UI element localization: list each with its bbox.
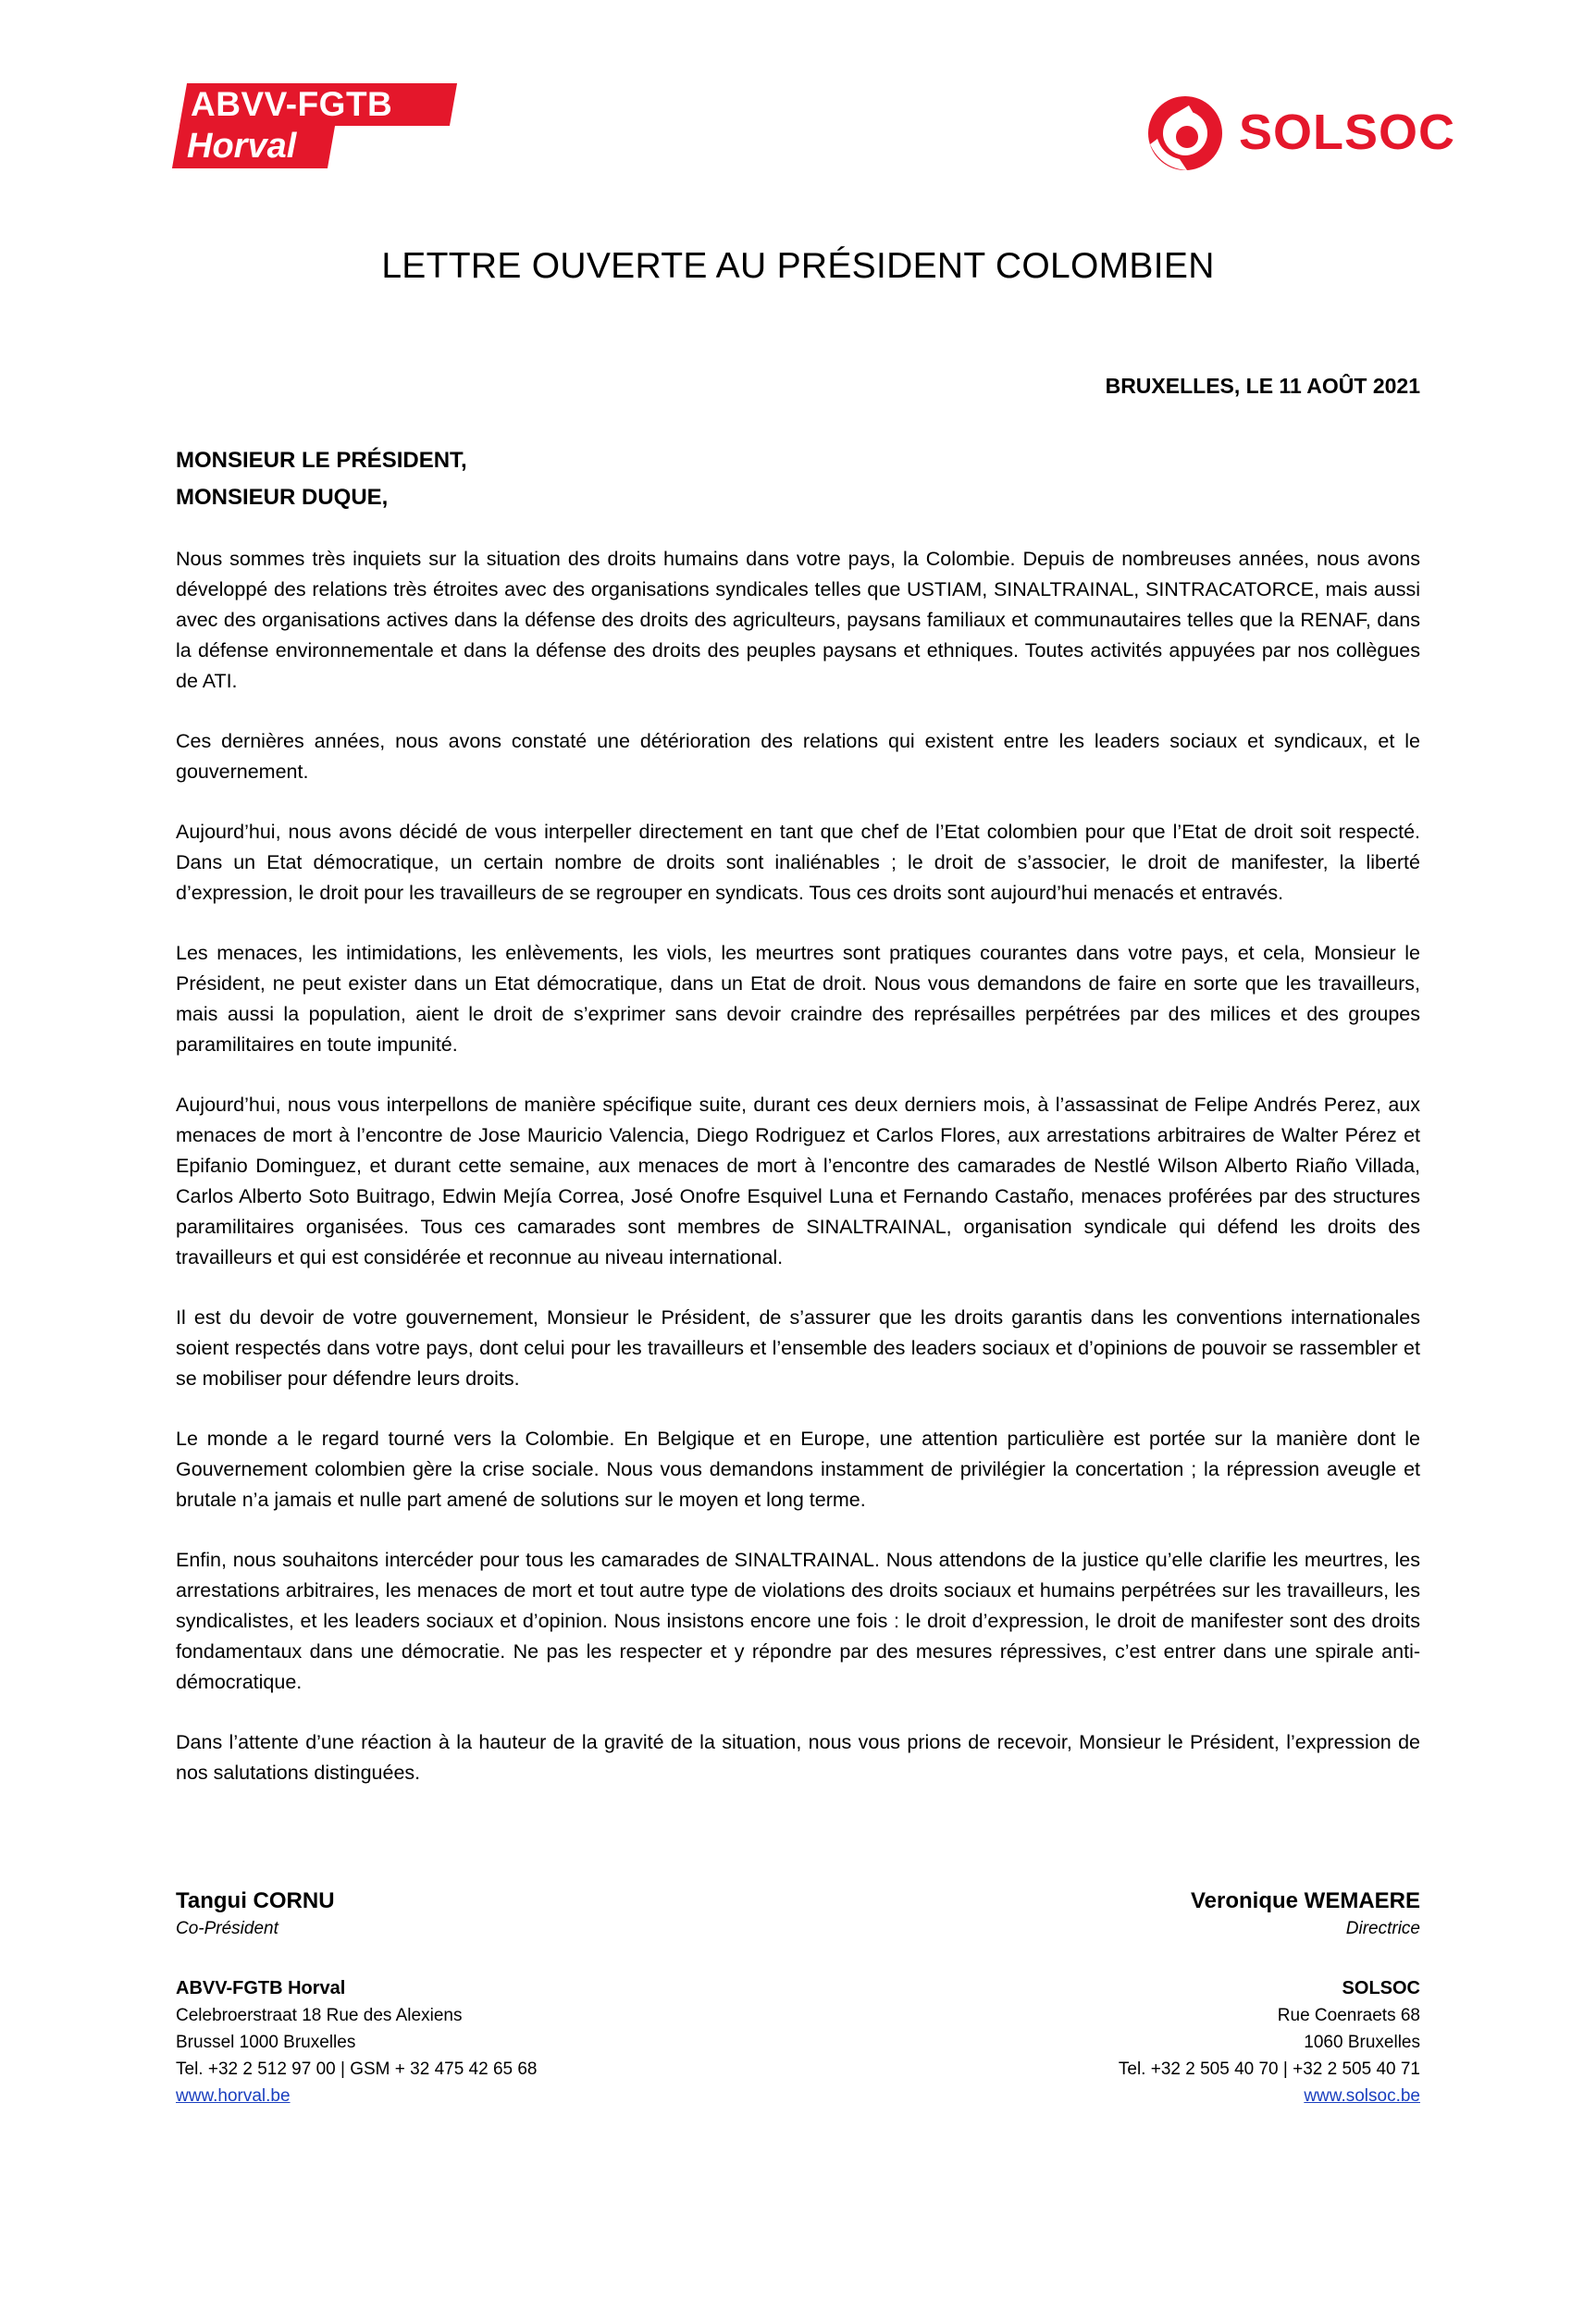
address-line: 1060 Bruxelles [1304,2033,1420,2052]
salutation [176,442,467,516]
paragraph: Le monde a le regard tourné vers la Colombie. En Belgique et en Europe, une attention particulière est portée sur la manière dont le Gouvernement colombien gère la crise sociale. Nous vous demandons instamment de privilégier la concertation ; la répression aveugle et brutale n’a jamais et nulle part amené de solutions sur le moyen et long terme. [176,1428,1420,1511]
paragraph: Il est du devoir de votre gouvernement, Monsieur le Président, de s’assurer que les droits garantis dans les conventions internationales soient respectés dans votre pays, dont celui pour les travailleurs et l’ensemble des leaders sociaux et d’opinions de pouvoir se rassembler et se mobiliser pour défendre leurs droits. [176,1306,1420,1390]
address-line: Brussel 1000 Bruxelles [176,2033,356,2052]
phone-line: Tel. +32 2 512 97 00 | GSM + 32 475 42 65 68 [176,2059,538,2079]
letter-body [176,544,1420,1818]
signature-right [1119,1886,1420,2109]
letter-date: BRUXELLES, LE 11 AOÛT 2021 [1105,374,1420,398]
abvv-fgtb-horval-logo [176,83,453,171]
paragraph: Les menaces, les intimidations, les enlèvements, les viols, les meurtres sont pratiques courantes dans votre pays, et cela, Monsieur le Président, ne peut exister dans un Etat démocratique, dans un Etat de droit. Nous vous demandons de faire en sorte que les travailleurs, mais aussi la population, aient le droit de s’exprimer sans devoir craindre des représailles perpétrées par des milices et des groupes paramilitaires en toute impunité. [176,942,1420,1056]
signatory-role: Co-Président [176,1919,278,1938]
website-link[interactable]: www.solsoc.be [1304,2086,1420,2106]
paragraph: Enfin, nous souhaitons intercéder pour tous les camarades de SINALTRAINAL. Nous attendons de la justice qu’elle clarifie les meurtres, les arrestations arbitraires, les menaces de mort et tout autre type de violations des droits sociaux et humains perpétrées sur les travailleurs, les syndicalistes, et les leaders sociaux et d’opinion. Nous insistons encore une fois : le droit d’expression, le droit de manifester sont des droits fondamentaux dans une démocratie. Ne pas les respecter et y répondre par des mesures répressives, c’est entrer dans une spirale anti-démocratique. [176,1549,1420,1693]
page-title: LETTRE OUVERTE AU PRÉSIDENT COLOMBIEN [381,246,1215,286]
signatory-name: Tangui CORNU [176,1888,335,1913]
solsoc-logo [1143,91,1456,174]
salutation-line2: MONSIEUR DUQUE, [176,485,389,510]
address-line: Rue Coenraets 68 [1277,2006,1420,2025]
signature-left [176,1886,538,2109]
paragraph: Ces dernières années, nous avons constaté une détérioration des relations qui existent entre les leaders sociaux et syndicaux, et le gouvernement. [176,730,1420,783]
phone-line: Tel. +32 2 505 40 70 | +32 2 505 40 71 [1118,2059,1420,2079]
address-line: Celebroerstraat 18 Rue des Alexiens [176,2006,463,2025]
solsoc-emblem-icon [1143,91,1228,176]
signatory-role: Directrice [1345,1919,1420,1938]
paragraph: Nous sommes très inquiets sur la situation des droits humains dans votre pays, la Colombie. Depuis de nombreuses années, nous avons développé des relations très étroites avec des organisations syndicales telles que USTIAM, SINALTRAINAL, SINTRACATORCE, mais aussi avec des organisations actives dans la défense des droits des agriculteurs, paysans familiaux et communautaires telles que la RENAF, dans la défense environnementale et dans la défense des droits des peuples paysans et ethniques. Toutes activités appuyées par nos collègues de ATI. [176,548,1420,692]
signatory-org: ABVV-FGTB Horval [176,1978,346,1998]
signatory-name: Veronique WEMAERE [1190,1888,1420,1913]
logo-text-line1: ABVV-FGTB [191,85,393,123]
paragraph: Aujourd’hui, nous vous interpellons de manière spécifique suite, durant ces deux derniers mois, à l’assassinat de Felipe Andrés Perez, aux menaces de mort à l’encontre de Jose Mauricio Valencia, Diego Rodriguez et Carlos Flores, aux arrestations arbitraires de Walter Pérez et Epifanio Dominguez, et durant cette semaine, aux menaces de mort à l’encontre des camarades de Nestlé Wilson Alberto Riaño Villada, Carlos Alberto Soto Buitrago, Edwin Mejía Correa, José Onofre Esquivel Luna et Fernando Castaño, menaces proférées par des structures paramilitaires organisées. Tous ces camarades sont membres de SINALTRAINAL, organisation syndicale qui défend les droits des travailleurs et qui est considérée et reconnue au niveau international. [176,1094,1420,1268]
website-link[interactable]: www.horval.be [176,2086,291,2106]
solsoc-wordmark: SOLSOC [1239,105,1456,160]
signatory-org: SOLSOC [1342,1978,1420,1998]
salutation-line1: MONSIEUR LE PRÉSIDENT, [176,448,467,473]
paragraph: Dans l’attente d’une réaction à la hauteur de la gravité de la situation, nous vous prions de recevoir, Monsieur le Président, l’expression de nos salutations distinguées. [176,1731,1420,1784]
paragraph: Aujourd’hui, nous avons décidé de vous interpeller directement en tant que chef de l’Etat colombien pour que l’Etat de droit soit respecté. Dans un Etat démocratique, un certain nombre de droits sont inaliénables ; le droit de s’associer, le droit de manifester, la liberté d’expression, le droit pour les travailleurs de se regrouper en syndicats. Tous ces droits sont aujourd’hui menacés et entravés. [176,821,1420,904]
logo-text-line2: Horval [187,127,297,166]
